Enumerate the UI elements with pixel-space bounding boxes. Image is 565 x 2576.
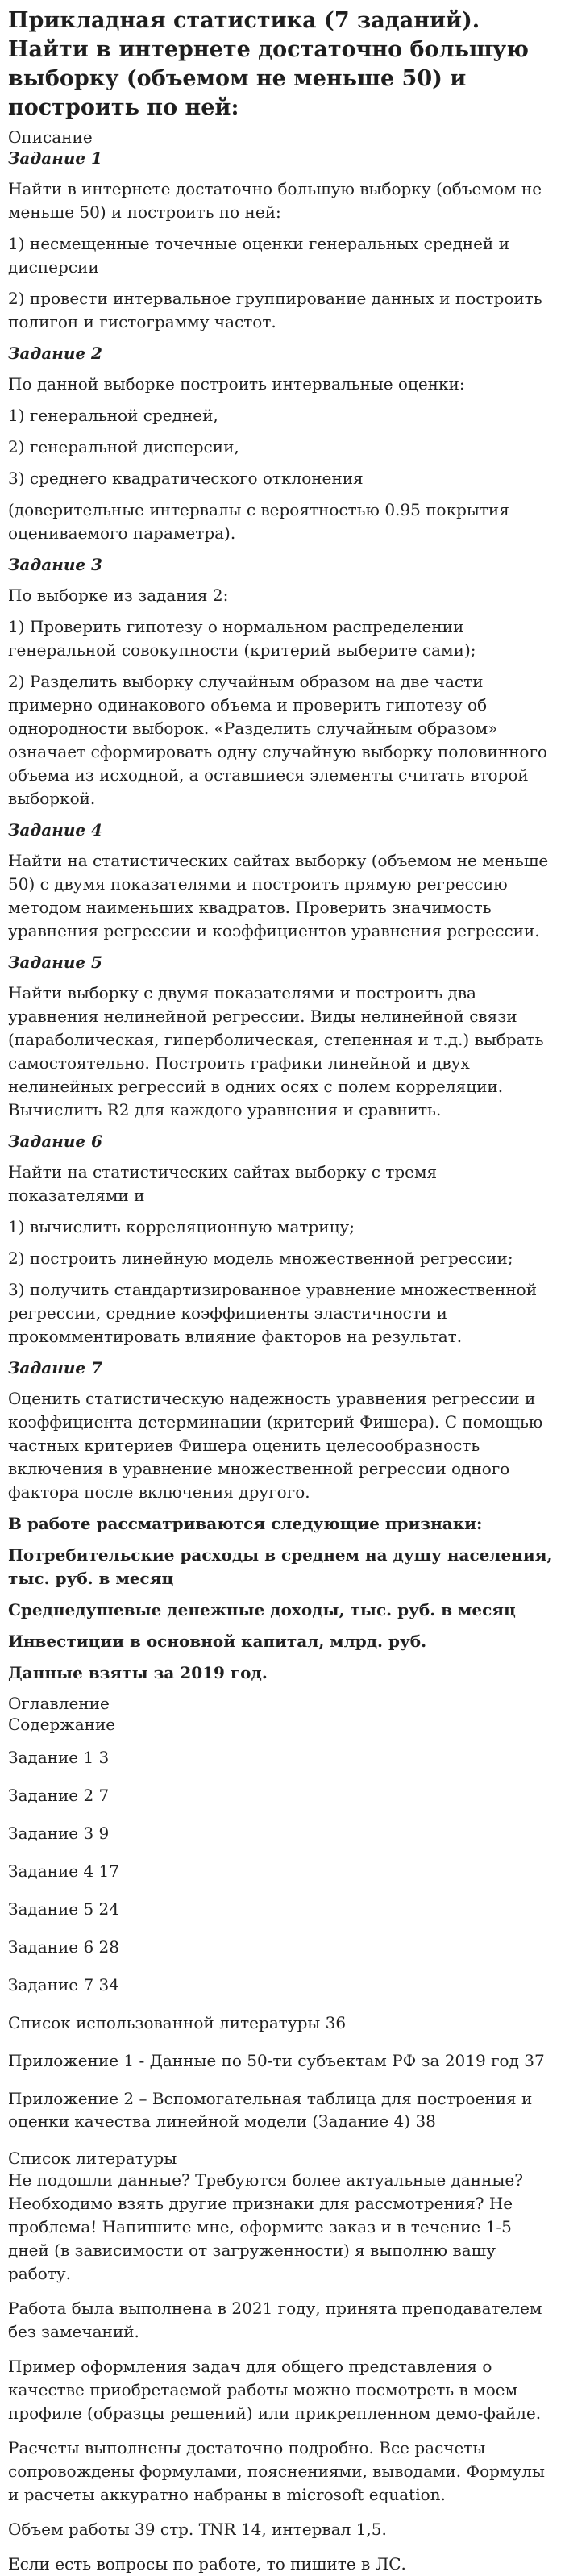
task-paragraph: Найти на статистических сайтах выборку (объемом не меньше 50) с двумя показателями и построить прямую регрессию методом наименьших квадратов. Проверить значимость уравнения регрессии и коэффициентов уравнения регрессии. [8, 851, 549, 940]
toc-item: Список использованной литературы 36 [8, 2013, 347, 2032]
task-paragraph: (доверительные интервалы с вероятностью 0.95 покрытия оцениваемого параметра). [8, 500, 509, 543]
toc-item: Задание 5 24 [8, 1899, 120, 1919]
task-paragraph: Оценить статистическую надежность уравнения регрессии и коэффициента детерминации (критерий Фишера). С помощью частных критериев Фишера оценить целесообразность включения в уравнение множественной регрессии одного фактора после включения другого. [8, 1389, 543, 1502]
task-4 [8, 819, 557, 943]
toc-item: Приложение 1 - Данные по 50-ти субъектам РФ за 2019 год 37 [8, 2051, 545, 2070]
footer-paragraph: Объем работы 39 стр. TNR 14, интервал 1,5. [8, 2520, 387, 2539]
task-heading: Задание 3 [8, 555, 102, 574]
task-paragraph: По выборке из задания 2: [8, 586, 229, 605]
description-label: Описание [8, 127, 93, 147]
task-paragraph: По данной выборке построить интервальные оценки: [8, 374, 465, 394]
feature-item: Данные взяты за 2019 год. [8, 1663, 268, 1682]
toc-item: Приложение 2 – Вспомогательная таблица для построения и оценки качества линейной модели (Задание 4) 38 [8, 2089, 533, 2131]
task-heading: Задание 1 [8, 148, 102, 168]
table-of-contents [8, 1693, 557, 2132]
task-5 [8, 951, 557, 1122]
task-paragraph: 2) построить линейную модель множественной регрессии; [8, 1248, 513, 1268]
footer-paragraph: Расчеты выполнены достаточно подробно. Все расчеты сопровождены формулами, пояснениями, выводами. Формулы и расчеты аккуратно набраны в microsoft equation. [8, 2438, 545, 2504]
toc-item: Задание 6 28 [8, 1937, 120, 1957]
task-paragraph: 3) среднего квадратического отклонения [8, 469, 364, 488]
footer-paragraph: Работа была выполнена в 2021 году, принята преподавателем без замечаний. [8, 2299, 542, 2341]
literature-label: Список литературы [8, 2149, 177, 2168]
task-heading: Задание 5 [8, 952, 102, 972]
task-heading: Задание 7 [8, 1358, 102, 1378]
task-2 [8, 342, 557, 545]
page-title: Прикладная статистика (7 заданий). Найти в интернете достаточно большую выборку (объемом не меньше 50) и построить по ней: [8, 8, 529, 120]
footer-notes [8, 2169, 557, 2576]
task-paragraph: 3) получить стандартизированное уравнение множественной регрессии, средние коэффициенты эластичности и прокомментировать влияние факторов на результат. [8, 1280, 538, 1346]
footer-paragraph: Если есть вопросы по работе, то пишите в ЛС. [8, 2554, 406, 2574]
task-paragraph: 2) генеральной дисперсии, [8, 437, 239, 456]
toc-item: Задание 3 9 [8, 1824, 110, 1843]
features-intro: В работе рассматриваются следующие признаки: [8, 1514, 483, 1533]
task-1 [8, 147, 557, 334]
toc-item: Задание 7 34 [8, 1975, 120, 1995]
task-paragraph: 1) несмещенные точечные оценки генеральных средней и дисперсии [8, 234, 509, 277]
task-6 [8, 1130, 557, 1348]
task-paragraph: Найти на статистических сайтах выборку с тремя показателями и [8, 1162, 438, 1205]
toc-item: Задание 4 17 [8, 1861, 120, 1881]
task-7 [8, 1357, 557, 1504]
task-heading: Задание 2 [8, 344, 102, 363]
task-paragraph: Найти выборку с двумя показателями и построить два уравнения нелинейной регрессии. Виды нелинейной связи (параболическая, гиперболическая, степенная и т.д.) выбрать самостоятельно. Построить графики линейной и двух нелинейных регрессий в одних осях с полем корреляции. Вычислить R2 для каждого уравнения и сравнить. [8, 983, 544, 1119]
task-heading: Задание 4 [8, 820, 102, 840]
toc-item: Задание 2 7 [8, 1786, 110, 1805]
task-paragraph: Найти в интернете достаточно большую выборку (объемом не меньше 50) и построить по ней: [8, 179, 542, 222]
feature-item: Инвестиции в основной капитал, млрд. руб. [8, 1632, 427, 1651]
toc-item: Задание 1 3 [8, 1748, 110, 1767]
task-3 [8, 553, 557, 811]
task-paragraph: 1) генеральной средней, [8, 406, 218, 425]
task-paragraph: 1) Проверить гипотезу о нормальном распределении генеральной совокупности (критерий выберите сами); [8, 617, 476, 660]
feature-item: Среднедушевые денежные доходы, тыс. руб. в месяц [8, 1600, 516, 1619]
task-paragraph: 2) Разделить выборку случайным образом на две части примерно одинакового объема и проверить гипотезу об однородности выборок. «Разделить случайным образом» означает сформировать одну случайную выборку половинного объема из исходной, а оставшиеся элементы считать второй выборкой. [8, 672, 547, 808]
footer-paragraph: Не подошли данные? Требуются более актуальные данные? Необходимо взять другие признаки для рассмотрения? Не проблема! Напишите мне, оформите заказ и в течение 1-5 дней (в зависимости от загруженности) я выполню вашу работу. [8, 2170, 523, 2283]
features-section [8, 1512, 557, 1685]
footer-paragraph: Пример оформления задач для общего представления о качестве приобретаемой работы можно посмотреть в моем профиле (образцы решений) или прикрепленном демо-файле. [8, 2357, 542, 2423]
task-paragraph: 1) вычислить корреляционную матрицу; [8, 1217, 355, 1236]
task-heading: Задание 6 [8, 1132, 102, 1151]
feature-item: Потребительские расходы в среднем на душу населения, тыс. руб. в месяц [8, 1545, 553, 1588]
toc-sublabel: Содержание [8, 1715, 116, 1734]
task-paragraph: 2) провести интервальное группирование данных и построить полигон и гистограмму частот. [8, 289, 542, 331]
toc-label: Оглавление [8, 1694, 110, 1713]
